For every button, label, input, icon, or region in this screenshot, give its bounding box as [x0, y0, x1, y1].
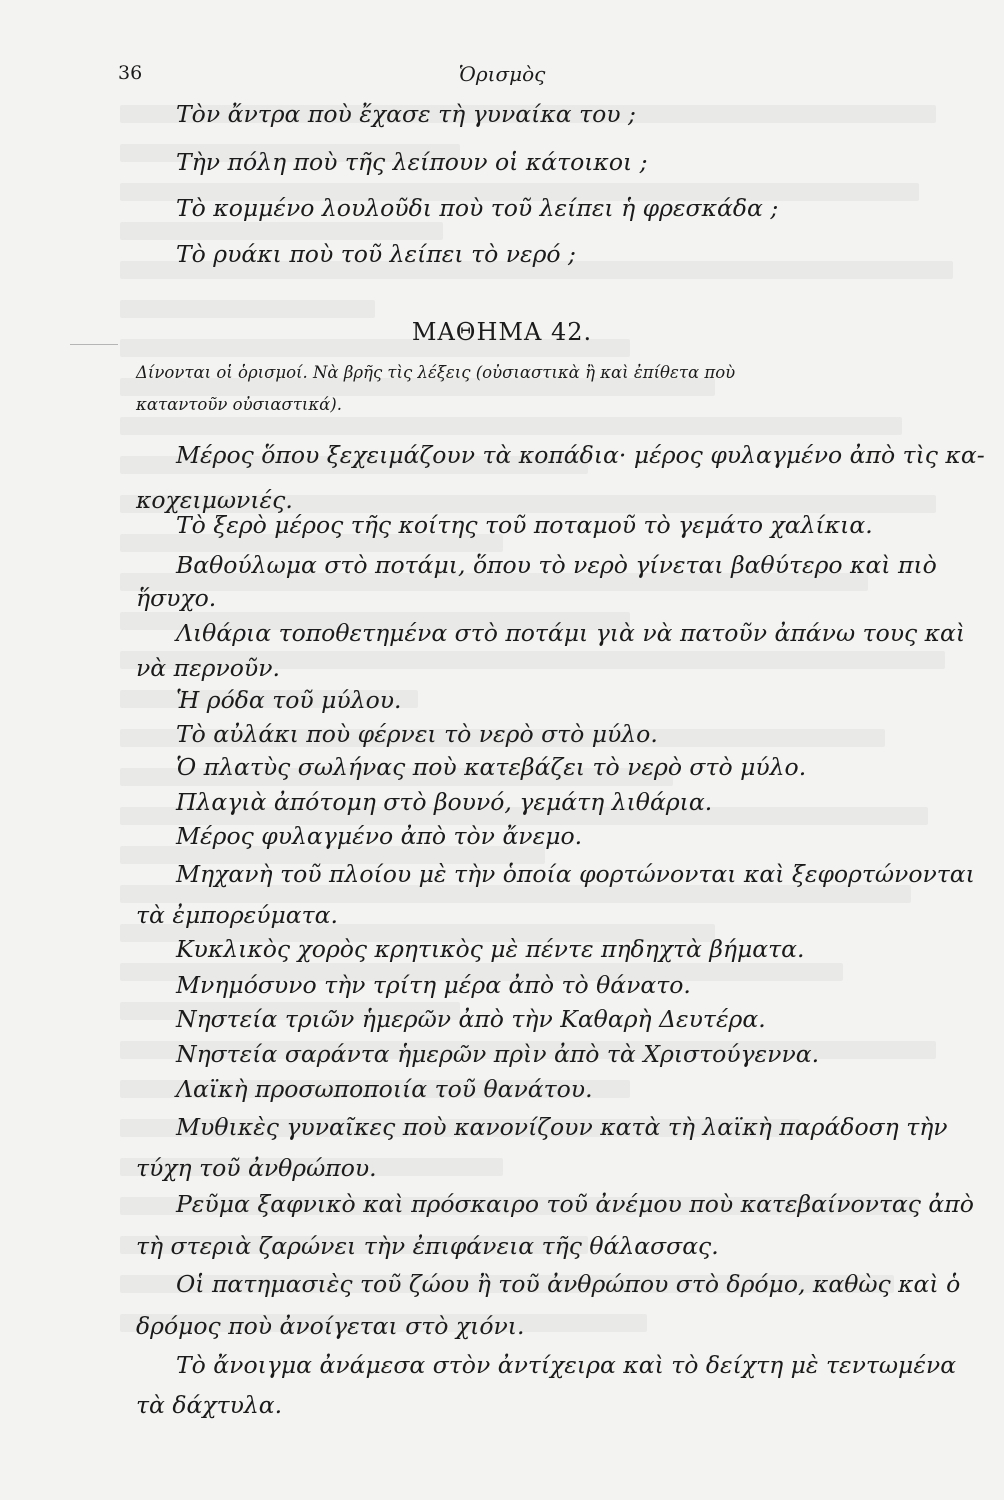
- definition-line: τὴ στεριὰ ζαρώνει τὴν ἐπιφάνεια τῆς θάλασσας.: [136, 1232, 719, 1260]
- poem-line: Τὸν ἄντρα ποὺ ἔχασε τὴ γυναίκα του ;: [176, 100, 636, 128]
- definition-line: Μέρος ὅπου ξεχειμάζουν τὰ κοπάδια· μέρος φυλαγμένο ἀπὸ τὶς κα-: [176, 441, 985, 469]
- definition-line: Νηστεία σαράντα ἡμερῶν πρὶν ἀπὸ τὰ Χριστούγεννα.: [176, 1040, 820, 1068]
- definition-line: τὰ ἐμπορεύματα.: [136, 901, 339, 929]
- definition-line: τὰ δάχτυλα.: [136, 1391, 283, 1419]
- definition-line: Τὸ αὐλάκι ποὺ φέρνει τὸ νερὸ στὸ μύλο.: [176, 720, 658, 748]
- definition-line: κοχειμωνιές.: [136, 486, 293, 514]
- poem-line: Τὸ κομμένο λουλοῦδι ποὺ τοῦ λείπει ἡ φρεσκάδα ;: [176, 194, 779, 222]
- definition-line: Πλαγιὰ ἀπότομη στὸ βουνό, γεμάτη λιθάρια.: [176, 788, 713, 816]
- definition-line: Κυκλικὸς χορὸς κρητικὸς μὲ πέντε πηδηχτὰ βήματα.: [176, 935, 805, 963]
- definition-line: Ρεῦμα ξαφνικὸ καὶ πρόσκαιρο τοῦ ἀνέμου ποὺ κατεβαίνοντας ἀπὸ: [176, 1190, 974, 1218]
- page-number: 36: [118, 62, 143, 84]
- definition-line: Μνημόσυνο τὴν τρίτη μέρα ἀπὸ τὸ θάνατο.: [176, 971, 691, 999]
- definition-line: Τὸ ἄνοιγμα ἀνάμεσα στὸν ἀντίχειρα καὶ τὸ δείχτη μὲ τεντωμένα: [176, 1351, 957, 1379]
- lesson-instructions: Δίνονται οἱ ὁρισμοί. Νὰ βρῆς τὶς λέξεις (οὐσιαστικὰ ἢ καὶ ἐπίθετα ποὺ: [136, 363, 736, 382]
- definition-line: Οἱ πατημασιὲς τοῦ ζώου ἢ τοῦ ἀνθρώπου στὸ δρόμο, καθὼς καὶ ὁ: [176, 1270, 961, 1298]
- definition-line: Ὁ πλατὺς σωλήνας ποὺ κατεβάζει τὸ νερὸ στὸ μύλο.: [176, 753, 807, 781]
- page-header: [0, 62, 1004, 92]
- lesson-title: ΜΑΘΗΜΑ 42.: [411, 318, 593, 346]
- definition-line: Βαθούλωμα στὸ ποτάμι, ὅπου τὸ νερὸ γίνεται βαθύτερο καὶ πιὸ: [176, 551, 937, 579]
- definition-line: Λαϊκὴ προσωποποιία τοῦ θανάτου.: [176, 1075, 593, 1103]
- definition-line: νὰ περνοῦν.: [136, 654, 280, 682]
- lesson-instructions: καταντοῦν οὐσιαστικά).: [136, 395, 342, 414]
- definition-line: δρόμος ποὺ ἀνοίγεται στὸ χιόνι.: [136, 1312, 525, 1340]
- running-title: Ὁρισμὸς: [458, 62, 546, 86]
- definition-line: Ἡ ρόδα τοῦ μύλου.: [176, 686, 402, 714]
- definition-line: Μηχανὴ τοῦ πλοίου μὲ τὴν ὁποία φορτώνονται καὶ ξεφορτώνονται: [176, 860, 975, 888]
- definition-line: Μυθικὲς γυναῖκες ποὺ κανονίζουν κατὰ τὴ λαϊκὴ παράδοση τὴν: [176, 1113, 948, 1141]
- poem-line: Τὸ ρυάκι ποὺ τοῦ λείπει τὸ νερό ;: [176, 240, 576, 268]
- definition-line: ἥσυχο.: [136, 584, 217, 612]
- definition-line: Λιθάρια τοποθετημένα στὸ ποτάμι γιὰ νὰ πατοῦν ἀπάνω τους καὶ: [176, 619, 966, 647]
- poem-line: Τὴν πόλη ποὺ τῆς λείπουν οἱ κάτοικοι ;: [176, 148, 648, 176]
- definition-line: Τὸ ξερὸ μέρος τῆς κοίτης τοῦ ποταμοῦ τὸ γεμάτο χαλίκια.: [176, 511, 873, 539]
- definition-line: Νηστεία τριῶν ἡμερῶν ἀπὸ τὴν Καθαρὴ Δευτέρα.: [176, 1005, 766, 1033]
- definition-line: τύχη τοῦ ἀνθρώπου.: [136, 1154, 377, 1182]
- definition-line: Μέρος φυλαγμένο ἀπὸ τὸν ἄνεμο.: [176, 822, 583, 850]
